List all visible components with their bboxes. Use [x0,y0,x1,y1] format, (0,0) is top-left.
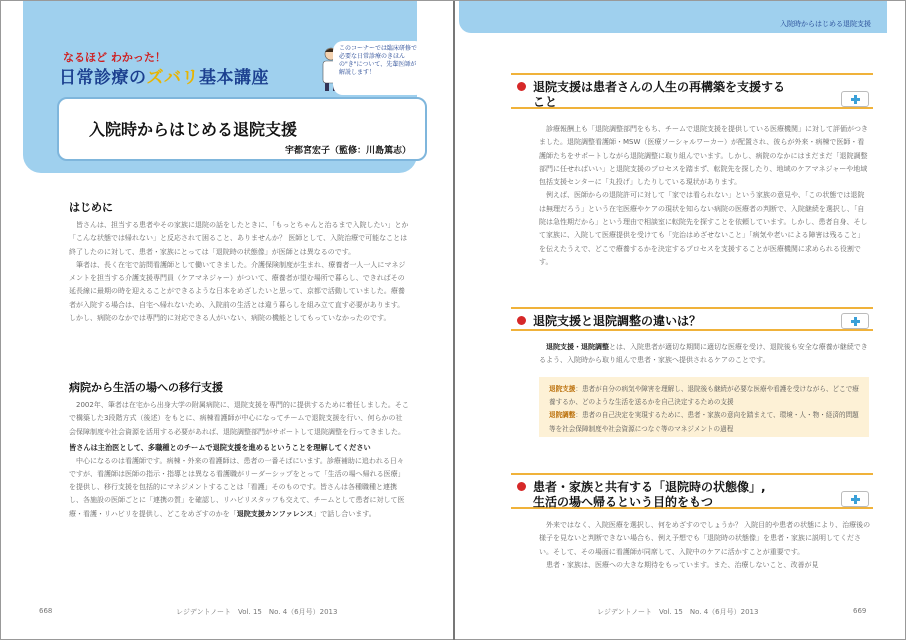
transition-section [69,379,409,521]
transition-subheading: 皆さんは主治医として、多職種とのチームで退院支援を進めるということを理解してください [69,442,371,452]
definition-desc: ：患者の自己決定を実現するために、患者・家族の意向を踏まえて、環境・人・物・経済的問題等を社会保障制度や社会資源につなぐ等のマネジメントの過程 [549,411,859,433]
ambulance-icon [841,313,869,329]
definition-term: 退院調整 [549,411,576,420]
section-2-heading [511,307,873,331]
right-footer: レジデントノート Vol. 15 No. 4（6月号）2013 [597,608,759,616]
section-1-paragraph-1: 診療報酬上も「退院調整部門をもち、チームで退院支援を提供している医療機関」に対して評価がつきました。退院調整看護師・MSW（医療ソーシャルワーカー）が配置され、彼らが外来・病棟で医師・看護師たちをサポートしながら退院調整に取り組んでいます。しかし、病院のなかにはまだまだ「退院調整部門に任せればいい」と退院支援のプロセスを踏まず、転院先を探したり、地域のケアマネジャーや地域包括支援センターに「丸投げ」したりしている現状があります。 [539,125,868,187]
series-label-main [59,63,269,88]
definition-support [549,383,859,409]
section-3-title [533,480,766,510]
gutter [453,1,455,640]
section-3-title-line-1: 患者・家族と共有する「退院時の状態像」, [533,480,766,494]
section-2-intro [539,341,871,368]
definition-term: 退院支援 [549,385,576,393]
section-2-intro-term: 退院支援・退院調整 [546,343,609,351]
left-folio: 668 [39,607,53,615]
transition-paragraph: 2002年、筆者は在宅から出身大学の附属病院に、退院支援を専門的に提供するために着任しました。そこで構築した3段階方式（後述）をもとに、病棟看護師が中心になってチームで退院支援を行い、何らかの社会保障制度や社会資源を活用する必要があれば、退院調整部門がサポートして退院調整を行ってきました。 [69,401,409,436]
section-3-bullet [517,482,526,491]
section-1-paragraph-2: 例えば、医師からの退院許可に対して「家では看られない」という家族の意見や、「この状態では退院は無理だろう」という在宅医療やケアの現状を知らない病院の医療者の判断で、入院継続を選択し、「自院は急性期だから」という理由で相談室に転院先を探すことを依頼しています。しかし、患者自身、そして家族に、入院して医療提供を受けても「完治はめざせないこと」「病気や老いによる障害は残ること」を伝えたうえで、どこで療養するかを決定するプロセスを支援することが医療機関に求められる役割です。 [539,191,868,266]
intro-heading: はじめに [69,201,113,214]
transition-paragraph-2-end: 」で話し合います。 [313,509,376,518]
section-3-body [539,519,871,572]
left-page-header [23,1,417,173]
section-2-bullet [517,316,526,325]
transition-paragraph-2 [69,455,409,521]
section-1-body [539,123,871,269]
title-box [57,97,427,161]
section-1-heading [511,73,873,109]
section-2-body [539,341,871,368]
series-label-highlight: ズバリ [146,68,199,88]
section-1-bullet [517,82,526,91]
right-folio: 669 [853,607,867,615]
section-2-intro-text: とは、入院患者が適切な期間に適切な医療を受け、退院後も安全な療養が継続できるよう、入院時から取り組んで患者・家族へ提供されるケアのことです。 [539,343,868,365]
section-3-paragraph-1: 外来ではなく、入院医療を選択し、何をめざすのでしょうか？ 入院目的や患者の状態により、治療後の様子を見ないと判断できない場合も、例え予想でも「退院時の状態像」を患者・家族に説明してください。そして、その場面に看護師が同席して、入院中のケアに活かすことが重要です。 [539,521,871,556]
article-title: 入院時からはじめる退院支援 [89,120,298,139]
section-3-heading [511,473,873,509]
conference-term: 退院支援カンファレンス [236,509,314,518]
section-3-title-line-2: 生活の場へ帰るという目的をもつ [533,495,714,509]
article-author: 宇都宮宏子（監修：川島篤志） [284,146,411,156]
section-1-title: 退院支援は患者さんの人生の再構築を支援すること [533,80,786,109]
definition-box [539,377,869,437]
series-label-part-1: 日常診療の [59,68,147,88]
ambulance-icon [841,491,869,507]
running-head: 入院時からはじめる退院支援 [780,20,871,28]
section-2-title: 退院支援と退院調整の違いは？ [533,314,702,328]
intro-section [69,199,409,325]
definition-desc: ：患者が自分の病気や障害を理解し、退院後も継続が必要な医療や看護を受けながら、どこで療養するか、どのような生活を送るかを自己決定するための支援 [549,385,859,407]
transition-heading: 病院から生活の場への移行支援 [69,381,223,394]
speech-bubble: このコーナーでは臨床研修で必要な日常診療のきほんの"き"について、先輩医師が解説します！ [333,41,425,95]
transition-paragraph-2-text: 中心になるのは看護師です。病棟・外来の看護師は、患者の一番そばにいます。診療補助に追われる日々ですが、看護師は医師の指示・指導とは異なる看護職がリーダーシップをとって「生活の場へ帰れる医療」を提供し、移行支援を包括的にマネジメントすることは「看護」そのものです。皆さんは各種職種と連携し、各施設の医師ごとに「連携の質」を確認し、リハビリスタッフも交えて、チームとして患者に対して医療・看護・リハビリを提供し、どこをめざすのかを「 [69,456,405,518]
definition-coordination [549,409,859,435]
section-3-paragraph-2: 患者・家族は、医療への大きな期待をもっています。また、治療しないこと、改善が見 [546,560,819,569]
left-footer: レジデントノート Vol. 15 No. 4（6月号）2013 [176,608,338,616]
right-page-header [459,1,887,33]
series-label-part-3: 基本講座 [199,68,269,88]
series-label-small: なるほど わかった！ [63,51,166,64]
ambulance-icon [841,91,869,107]
intro-paragraph-2: 筆者は、長く在宅で訪問看護師として働いてきました。介護保険制度が生まれ、療養者一人一人にマネジメントを担当する介護支援専門員（ケアマネジャー）がついて、療養者が望む場所で暮らし、できればその延長線に最期の時を迎えることができるような日本をめざしたいと思って、京都で活動していました。療養者が入院する場合は、自宅へ帰れないため、入院前の生活とは違う暮らしを組み立て直す必要があります。しかし、病院のなかでは専門的に対応できる人がいない、病院の機能としてもっていなかったのです。 [69,260,406,323]
intro-paragraph-1: 皆さんは、担当する患者やその家族に退院の話をしたときに、「もっとちゃんと治るまで入院したい」とか「こんな状態では帰れない」と反応されて困ること、ありませんか？ 医師として、入院治療で可能なことは終了したのに対して、患者・家族にとっては「退院時の状態像」が医師とは異なるのです。 [69,221,409,256]
